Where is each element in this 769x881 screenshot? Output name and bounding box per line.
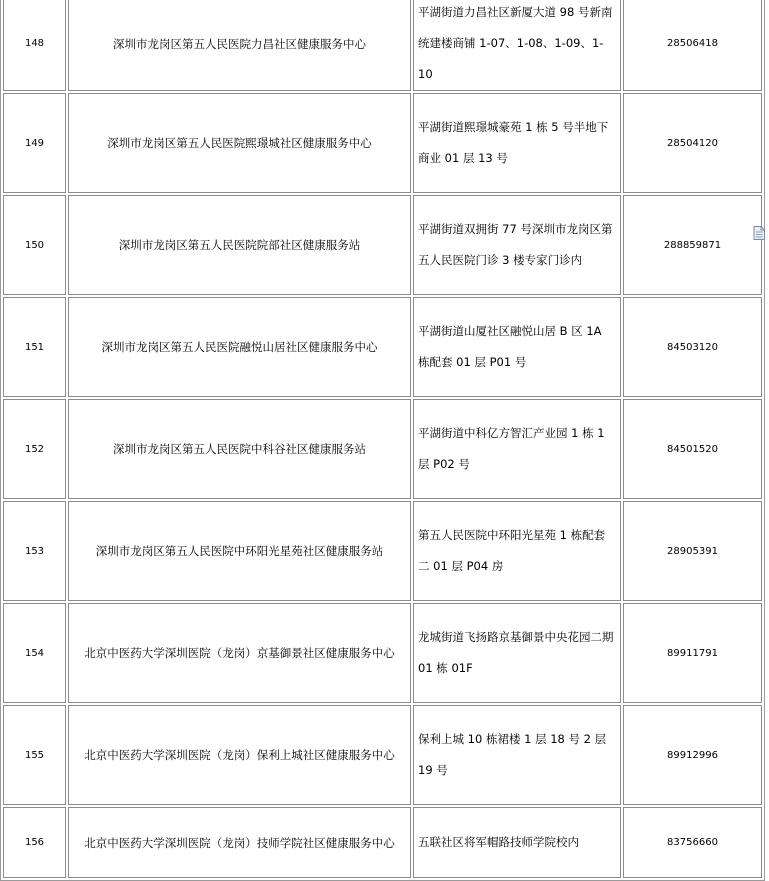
center-name: 深圳市龙岗区第五人民医院院部社区健康服务站 <box>68 195 411 295</box>
center-name: 深圳市龙岗区第五人民医院熙璟城社区健康服务中心 <box>68 93 411 193</box>
row-number: 148 <box>3 0 66 91</box>
center-phone: 84501520 <box>623 399 762 499</box>
center-name: 北京中医药大学深圳医院（龙岗）京基御景社区健康服务中心 <box>68 603 411 703</box>
center-name: 深圳市龙岗区第五人民医院融悦山居社区健康服务中心 <box>68 297 411 397</box>
center-address: 平湖街道山厦社区融悦山居 B 区 1A 栋配套 01 层 P01 号 <box>413 297 621 397</box>
center-phone: 288859871 <box>623 195 762 295</box>
center-phone: 28506418 <box>623 0 762 91</box>
center-address: 第五人民医院中环阳光星苑 1 栋配套二 01 层 P04 房 <box>413 501 621 601</box>
center-address: 五联社区将军帽路技师学院校内 <box>413 807 621 878</box>
table-row <box>3 603 762 703</box>
row-number: 154 <box>3 603 66 703</box>
row-number: 155 <box>3 705 66 805</box>
document-icon[interactable] <box>753 226 765 240</box>
center-name: 深圳市龙岗区第五人民医院中环阳光星苑社区健康服务站 <box>68 501 411 601</box>
table-row <box>3 399 762 499</box>
center-name: 深圳市龙岗区第五人民医院中科谷社区健康服务站 <box>68 399 411 499</box>
center-phone: 83756660 <box>623 807 762 878</box>
center-phone: 89911791 <box>623 603 762 703</box>
table-row <box>3 0 762 91</box>
center-address: 平湖街道力昌社区新厦大道 98 号新南统建楼商铺 1-07、1-08、1-09、1-10 <box>413 0 621 91</box>
table-row <box>3 807 762 878</box>
table-row <box>3 501 762 601</box>
table-row <box>3 195 762 295</box>
center-address: 平湖街道熙璟城豪苑 1 栋 5 号半地下商业 01 层 13 号 <box>413 93 621 193</box>
center-address: 平湖街道双拥街 77 号深圳市龙岗区第五人民医院门诊 3 楼专家门诊内 <box>413 195 621 295</box>
row-number: 149 <box>3 93 66 193</box>
center-address: 龙城街道飞扬路京基御景中央花园二期 01 栋 01F <box>413 603 621 703</box>
center-phone: 28504120 <box>623 93 762 193</box>
table-row <box>3 297 762 397</box>
center-name: 北京中医药大学深圳医院（龙岗）技师学院社区健康服务中心 <box>68 807 411 878</box>
table-row <box>3 93 762 193</box>
row-number: 152 <box>3 399 66 499</box>
table-row <box>3 705 762 805</box>
center-phone: 89912996 <box>623 705 762 805</box>
table-body <box>3 0 762 878</box>
row-number: 153 <box>3 501 66 601</box>
row-number: 151 <box>3 297 66 397</box>
row-number: 156 <box>3 807 66 878</box>
center-name: 北京中医药大学深圳医院（龙岗）保利上城社区健康服务中心 <box>68 705 411 805</box>
center-address: 保利上城 10 栋裙楼 1 层 18 号 2 层 19 号 <box>413 705 621 805</box>
center-name: 深圳市龙岗区第五人民医院力昌社区健康服务中心 <box>68 0 411 91</box>
row-number: 150 <box>3 195 66 295</box>
center-phone: 84503120 <box>623 297 762 397</box>
center-address: 平湖街道中科亿方智汇产业园 1 栋 1 层 P02 号 <box>413 399 621 499</box>
center-phone: 28905391 <box>623 501 762 601</box>
